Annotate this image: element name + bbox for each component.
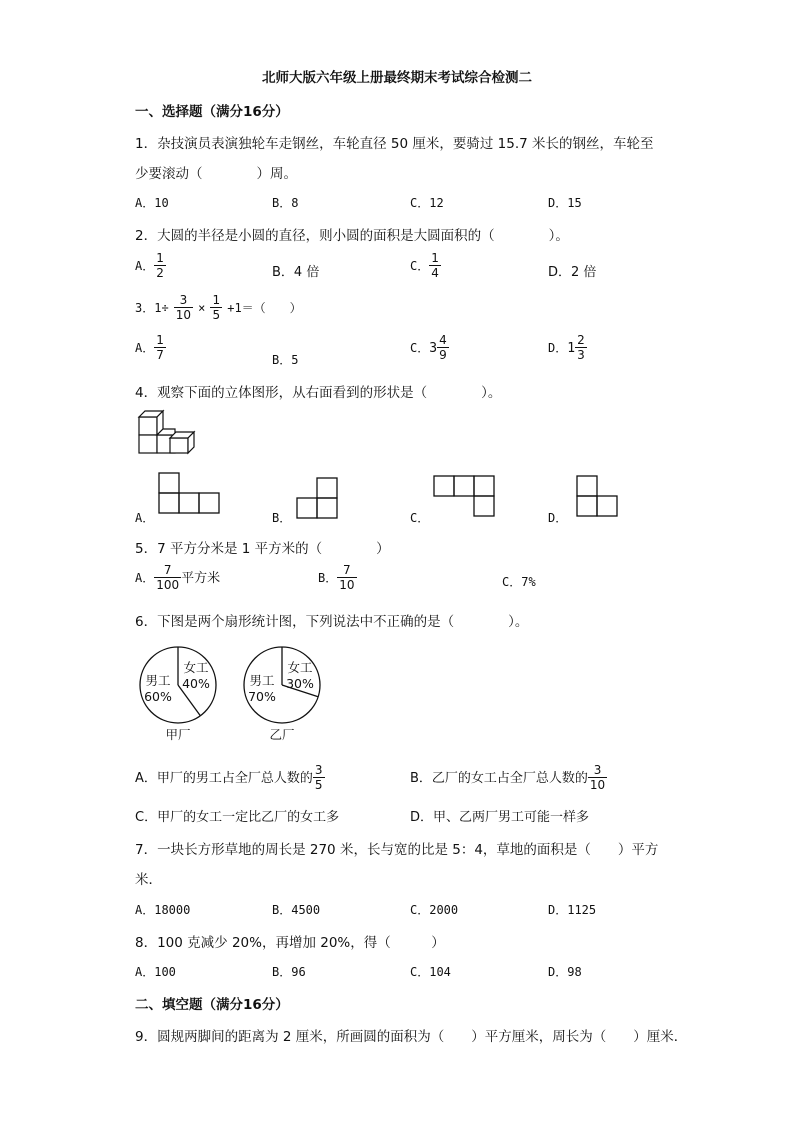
numerator: 7 <box>337 564 356 578</box>
pie-slice-value-male: 60% <box>144 689 172 704</box>
pie-slice-label-female: 女工 <box>183 660 209 675</box>
q1-option-a: A．10 <box>135 196 169 210</box>
q6-option-b-text: B．乙厂的女工占全厂总人数的 <box>410 771 588 786</box>
denominator: 10 <box>175 308 192 322</box>
denominator: 100 <box>156 578 180 592</box>
q4-option-b: B． <box>272 511 292 525</box>
numerator: 4 <box>439 333 447 347</box>
q3-option-a-label: A． <box>135 341 155 355</box>
pie-slice-label-male: 男工 <box>145 673 171 688</box>
fraction <box>575 334 587 361</box>
times-sign: × <box>198 301 206 315</box>
q7-option-b: B．4500 <box>272 903 321 917</box>
fraction <box>429 252 441 279</box>
q5-option-b <box>318 564 357 591</box>
q4-option-b-shape <box>296 477 338 519</box>
q7-option-c: C．2000 <box>410 903 459 917</box>
q6-option-b <box>410 764 607 791</box>
numerator: 3 <box>588 764 607 778</box>
q4-option-c-shape <box>433 475 495 517</box>
question-1-line2: 少要滚动（ ）周。 <box>135 166 297 182</box>
q4-option-a: A． <box>135 511 155 525</box>
numerator: 1 <box>156 333 164 347</box>
q5-option-b-label: B． <box>318 571 338 585</box>
q6-option-c: C．甲厂的女工一定比乙厂的女工多 <box>135 810 340 825</box>
q3-option-d <box>548 334 587 361</box>
numerator: 1 <box>156 251 164 265</box>
denominator: 4 <box>431 266 439 280</box>
q2-option-d: D．2 倍 <box>548 265 597 280</box>
q6-option-a-text: A．甲厂的男工占全厂总人数的 <box>135 771 313 786</box>
mixed-whole: 3 <box>429 341 438 356</box>
q8-option-a: A．100 <box>135 965 176 979</box>
q5-option-c: C．7% <box>502 575 536 589</box>
q3-option-c-label: C． <box>410 341 430 355</box>
question-1-line1: 1．杂技演员表演独轮车走钢丝，车轮直径 50 厘米，要骑过 15.7 米长的钢丝，车轮至 <box>135 136 654 152</box>
q3-option-b: B．5 <box>272 353 299 367</box>
pie-slice-label-male: 男工 <box>249 673 275 688</box>
pie-charts <box>130 640 330 745</box>
denominator: 5 <box>212 308 221 322</box>
fraction <box>154 564 181 591</box>
numerator: 2 <box>577 333 585 347</box>
q3-prefix: 3．1÷ <box>135 301 169 315</box>
numerator: 3 <box>314 763 323 777</box>
q1-option-d: D．15 <box>548 196 582 210</box>
pie-slice-value-male: 70% <box>248 689 276 704</box>
question-9: 9．圆规两脚间的距离为 2 厘米，所画圆的面积为（ ）平方厘米，周长为（ ）厘米． <box>135 1029 688 1045</box>
question-7-line1: 7．一块长方形草地的周长是 270 米，长与宽的比是 5：4，草地的面积是（ ）平方 <box>135 842 659 858</box>
pie-slice-label-female: 女工 <box>287 660 313 675</box>
fraction <box>437 334 449 361</box>
q8-option-d: D．98 <box>548 965 582 979</box>
fraction <box>337 564 356 591</box>
mixed-whole: 1 <box>567 341 576 356</box>
pie-chart-yi <box>244 647 320 742</box>
numerator: 1 <box>212 293 221 307</box>
q4-option-c: C． <box>410 511 430 525</box>
unit: 平方米 <box>181 571 221 586</box>
cube-solid-figure <box>136 408 208 456</box>
pie-slice-value-female: 40% <box>182 676 210 691</box>
denominator: 2 <box>156 266 164 280</box>
q3-option-d-label: D． <box>548 341 568 355</box>
q6-option-a <box>135 764 325 791</box>
fraction <box>174 294 193 321</box>
q3-option-a <box>135 334 166 361</box>
q2-option-a <box>135 252 166 279</box>
question-5: 5．7 平方分米是 1 平方米的（ ） <box>135 541 390 557</box>
denominator: 7 <box>156 348 164 362</box>
fraction <box>313 764 325 791</box>
fraction <box>154 334 166 361</box>
q7-option-a: A．18000 <box>135 903 191 917</box>
q3-suffix: +1＝（ ） <box>227 301 302 315</box>
page-title: 北师大版六年级上册最终期末考试综合检测二 <box>262 70 532 86</box>
q5-option-a-label: A． <box>135 571 155 585</box>
q3-option-c <box>410 334 449 361</box>
q2-option-a-label: A． <box>135 259 155 273</box>
fraction <box>210 294 222 321</box>
pie-chart-jia <box>140 647 216 742</box>
numerator: 3 <box>174 294 193 308</box>
question-8: 8．100 克减少 20%，再增加 20%，得（ ） <box>135 935 445 951</box>
numerator: 1 <box>431 251 439 265</box>
q2-option-c-label: C． <box>410 259 430 273</box>
denominator: 3 <box>577 348 585 362</box>
question-4: 4．观察下面的立体图形，从右面看到的形状是（ ）。 <box>135 385 502 401</box>
fraction <box>154 252 166 279</box>
denominator: 10 <box>339 578 355 592</box>
denominator: 9 <box>439 348 447 362</box>
question-2: 2．大圆的半径是小圆的直径，则小圆的面积是大圆面积的（ ）。 <box>135 228 569 244</box>
q4-option-d-shape <box>576 475 618 517</box>
pie-chart-title: 乙厂 <box>269 727 295 742</box>
q4-option-a-shape <box>158 472 220 514</box>
q2-option-b: B．4 倍 <box>272 265 320 280</box>
question-3 <box>135 294 302 321</box>
q6-option-d: D．甲、乙两厂男工可能一样多 <box>410 810 590 825</box>
q8-option-c: C．104 <box>410 965 451 979</box>
fraction <box>588 764 607 791</box>
section-heading-choice: 一、选择题（满分16分） <box>135 104 289 120</box>
q4-option-d: D． <box>548 511 568 525</box>
section-heading-fill: 二、填空题（满分16分） <box>135 997 289 1013</box>
question-7-line2: 米． <box>135 872 162 888</box>
numerator: 7 <box>154 564 181 578</box>
question-6: 6．下图是两个扇形统计图，下列说法中不正确的是（ ）。 <box>135 614 529 630</box>
pie-chart-title: 甲厂 <box>165 727 191 742</box>
denominator: 10 <box>589 778 606 792</box>
denominator: 5 <box>314 778 323 792</box>
q5-option-a <box>135 564 220 591</box>
pie-slice-value-female: 30% <box>286 676 314 691</box>
q8-option-b: B．96 <box>272 965 306 979</box>
q1-option-c: C．12 <box>410 196 444 210</box>
q7-option-d: D．1125 <box>548 903 597 917</box>
q1-option-b: B．8 <box>272 196 299 210</box>
q2-option-c <box>410 252 441 279</box>
